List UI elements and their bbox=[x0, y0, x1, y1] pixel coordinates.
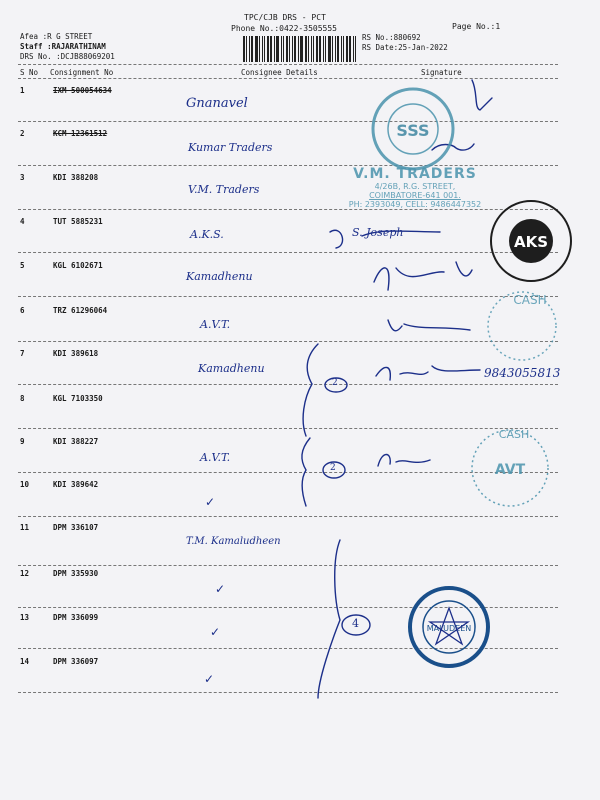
col-consignment: Consignment No bbox=[50, 68, 114, 77]
row-consignment: TRZ 61296064 bbox=[53, 306, 108, 315]
row-sno: 5 bbox=[20, 261, 25, 270]
maludeen-stamp bbox=[404, 582, 494, 672]
row-consignee: A.K.S. bbox=[190, 228, 224, 241]
page-number: Page No.:1 bbox=[452, 22, 501, 31]
area-label: Afea :R G STREET bbox=[20, 32, 93, 41]
row-sno: 4 bbox=[20, 217, 25, 226]
row-consignee: ✓ bbox=[210, 625, 221, 639]
signature-9 bbox=[378, 455, 430, 467]
sss-stamp-text: SSS bbox=[396, 121, 430, 140]
row-sno: 6 bbox=[20, 306, 25, 315]
phone-number: Phone No.:0422-3505555 bbox=[231, 24, 337, 33]
row-consignee: ✓ bbox=[215, 582, 226, 596]
row-consignment: KGL 6102671 bbox=[53, 261, 103, 270]
document-title: TPC/CJB DRS - PCT bbox=[244, 13, 326, 22]
vm-stamp-name: V.M. TRADERS bbox=[353, 166, 477, 182]
signature-7 bbox=[376, 366, 480, 380]
row-consignment: DPM 335930 bbox=[53, 569, 99, 578]
staff-label: Staff :RAJARATHINAM bbox=[20, 42, 106, 51]
row-consignee: V.M. Traders bbox=[188, 183, 260, 196]
row-consignee: A.V.T. bbox=[200, 318, 231, 331]
row-consignment: KDI 388227 bbox=[53, 437, 99, 446]
signature-5 bbox=[374, 262, 472, 290]
vm-traders-stamp bbox=[320, 166, 510, 209]
avt-stamp-text: AVT bbox=[494, 462, 526, 478]
row-consignment: KDI 389642 bbox=[53, 480, 99, 489]
rs-date: RS Date:25-Jan-2022 bbox=[362, 43, 448, 52]
row-consignment: DPM 336099 bbox=[53, 613, 99, 622]
rs-number: RS No.:880692 bbox=[362, 33, 421, 42]
col-consignee: Consignee Details bbox=[241, 68, 318, 77]
cash-stamp-2 bbox=[460, 418, 560, 518]
row-consignment: KCM 12361512 bbox=[53, 129, 108, 138]
bracket-count-2: 2 bbox=[330, 463, 336, 473]
vm-stamp-phone: PH: 2393049, CELL: 9486447352 bbox=[348, 200, 482, 209]
row-sno: 8 bbox=[20, 394, 25, 403]
row-consignment: DPM 336107 bbox=[53, 523, 99, 532]
col-signature: Signature bbox=[421, 68, 462, 77]
cash-stamp-1 bbox=[478, 282, 568, 362]
vm-stamp-address: 4/26B, R.G. STREET, bbox=[374, 182, 456, 191]
signature-6 bbox=[388, 320, 470, 331]
row-consignment: KDI 388208 bbox=[53, 173, 99, 182]
bracket-rows-11-14 bbox=[318, 540, 340, 698]
row-consignment: KDI 389618 bbox=[53, 349, 99, 358]
bracket-rows-9-10 bbox=[302, 438, 310, 506]
row-consignment: IXM 500054634 bbox=[53, 86, 112, 95]
row-consignee: ✓ bbox=[204, 672, 215, 686]
row-consignee: Kamadhenu bbox=[186, 270, 253, 283]
phone-scrawl: 9843055813 bbox=[484, 366, 561, 380]
row-sno: 14 bbox=[20, 657, 30, 666]
bracket-rows-7-8 bbox=[303, 344, 318, 436]
aks-stamp bbox=[486, 196, 576, 286]
row-sno: 9 bbox=[20, 437, 25, 446]
aks-stamp-text: AKS bbox=[513, 233, 549, 251]
row-sno: 11 bbox=[20, 523, 30, 532]
sss-stamp bbox=[368, 84, 458, 174]
row-sno: 7 bbox=[20, 349, 25, 358]
row-consignee: A.V.T. bbox=[200, 451, 231, 464]
row-sno: 3 bbox=[20, 173, 25, 182]
row-consignee: Gnanavel bbox=[186, 96, 248, 111]
vm-stamp-city: COIMBATORE-641 001. bbox=[369, 191, 461, 200]
row-sno: 10 bbox=[20, 480, 30, 489]
row-consignee: T.M. Kamaludheen bbox=[186, 536, 281, 547]
maludeen-stamp-text: MALUDEEN bbox=[426, 624, 472, 633]
signature-1 bbox=[472, 80, 492, 110]
cash-stamp-1-text: CASH bbox=[513, 293, 547, 307]
row-consignment: KGL 7103350 bbox=[53, 394, 103, 403]
row-sno: 12 bbox=[20, 569, 30, 578]
row-sno: 1 bbox=[20, 86, 25, 95]
col-sno: S No bbox=[20, 68, 39, 77]
row-consignment: DPM 336097 bbox=[53, 657, 99, 666]
row-sno: 2 bbox=[20, 129, 25, 138]
row-consignee: ✓ bbox=[205, 495, 216, 509]
row-sno: 13 bbox=[20, 613, 30, 622]
signature-text-4: S. Joseph bbox=[352, 226, 404, 239]
cash-stamp-2-text: CASH bbox=[498, 428, 530, 441]
bracket-count-1: 2 bbox=[332, 378, 338, 388]
row-consignee: Kamadhenu bbox=[198, 362, 265, 375]
row-consignee: Kumar Traders bbox=[188, 141, 273, 154]
drs-number: DRS No. :DCJB88069201 bbox=[20, 52, 115, 61]
bracket-count-3: 4 bbox=[352, 617, 359, 630]
row-consignment: TUT 5885231 bbox=[53, 217, 103, 226]
